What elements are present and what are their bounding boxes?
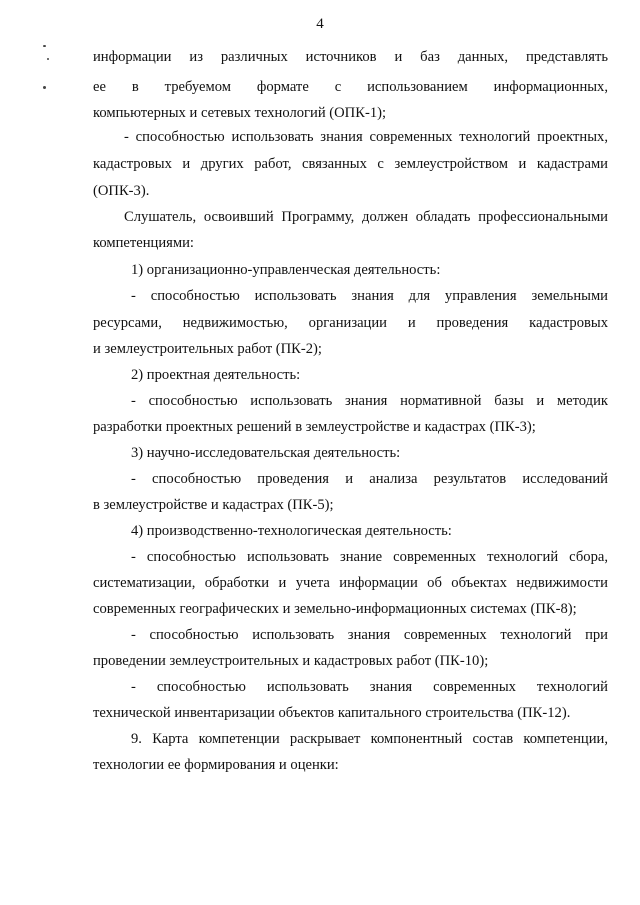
text-line: 9. Карта компетенции раскрывает компонентный состав компетенции,: [131, 731, 608, 747]
text-line: - способностью использовать знания современных технологий: [131, 679, 608, 695]
text-line: компьютерных и сетевых технологий (ОПК-1);: [93, 105, 387, 121]
text-line: кадастровых и других работ, связанных с землеустройством и кадастрами: [93, 156, 608, 172]
text-line: 4) производственно-технологическая деятельность:: [131, 523, 452, 539]
text-line: (ОПК-3).: [93, 183, 150, 199]
text-line: - способностью использовать знания для управления земельными: [131, 288, 608, 304]
text-line: технологии ее формирования и оценки:: [93, 757, 339, 773]
page-number: 4: [316, 16, 324, 32]
text-line: 1) организационно-управленческая деятельность:: [131, 262, 441, 278]
text-line: и землеустроительных работ (ПК-2);: [93, 341, 322, 357]
scan-speck: [47, 58, 49, 60]
text-line: Слушатель, освоивший Программу, должен обладать профессиональными: [124, 209, 608, 225]
text-line: - способностью проведения и анализа результатов исследований: [131, 471, 608, 487]
text-line: - способностью использовать знания современных технологий при: [131, 627, 608, 643]
text-line: технической инвентаризации объектов капитального строительства (ПК-12).: [93, 705, 571, 721]
text-line: информации из различных источников и баз данных, представлять: [93, 49, 608, 65]
text-line: 2) проектная деятельность:: [131, 367, 301, 383]
text-line: разработки проектных решений в землеустройстве и кадастрах (ПК-3);: [93, 419, 536, 435]
text-line: - способностью использовать знания нормативной базы и методик: [131, 393, 608, 409]
text-line: ресурсами, недвижимостью, организации и проведения кадастровых: [93, 315, 608, 331]
text-line: проведении землеустроительных и кадастровых работ (ПК-10);: [93, 653, 489, 669]
scan-speck: [43, 86, 46, 89]
text-line: компетенциями:: [93, 235, 194, 251]
text-line: 3) научно-исследовательская деятельность:: [131, 445, 401, 461]
text-line: современных географических и земельно-информационных системах (ПК-8);: [93, 601, 577, 617]
scan-speck: [43, 45, 46, 47]
text-line: - способностью использовать знания современных технологий проектных,: [124, 129, 608, 145]
text-line: - способностью использовать знание современных технологий сбора,: [131, 549, 608, 565]
text-line: в землеустройстве и кадастрах (ПК-5);: [93, 497, 334, 513]
text-line: систематизации, обработки и учета информации об объектах недвижимости: [93, 575, 608, 591]
text-line: ее в требуемом формате с использованием информационных,: [93, 79, 608, 95]
